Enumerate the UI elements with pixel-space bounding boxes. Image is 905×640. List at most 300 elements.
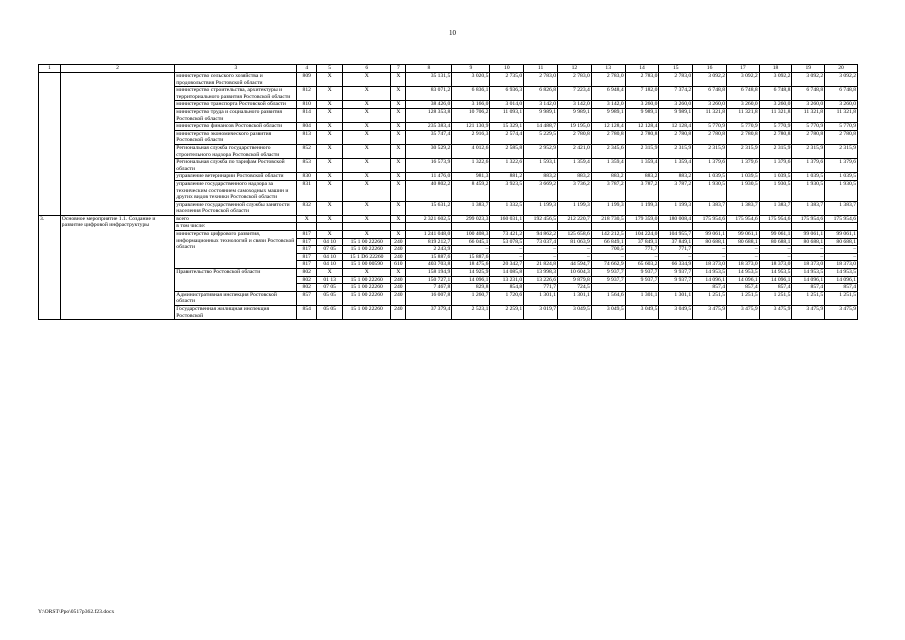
expense-type-cell: X xyxy=(391,123,406,131)
target-article-cell: X xyxy=(343,144,391,158)
empty-cell xyxy=(297,223,317,231)
value-cell: 9 989,1 xyxy=(625,108,659,122)
value-cell: 299 023,3 xyxy=(452,215,490,223)
value-cell: 8 459,2 xyxy=(452,180,490,201)
expense-type-cell: X xyxy=(391,130,406,144)
page-number: 10 xyxy=(449,29,456,37)
value-cell: 10 706,2 xyxy=(452,108,490,122)
value-cell: – xyxy=(792,253,825,261)
value-cell: 3 260,0 xyxy=(727,101,760,109)
code-cell: 830 xyxy=(297,173,317,181)
value-cell: 37 849,1 xyxy=(659,238,693,246)
value-cell: 9 937,7 xyxy=(591,269,625,277)
value-cell: 3 166,0 xyxy=(452,101,490,109)
code-cell: 814 xyxy=(297,108,317,122)
section-cell: X xyxy=(317,180,343,201)
column-number-header: 10 xyxy=(490,65,524,73)
value-cell: 5 770,9 xyxy=(727,123,760,131)
value-cell: 125 658,6 xyxy=(558,231,592,239)
value-cell: – xyxy=(759,246,792,254)
value-cell: 5 770,9 xyxy=(693,123,727,131)
code-cell: 813 xyxy=(297,130,317,144)
expense-type-cell: X xyxy=(391,201,406,215)
code-cell: 817 xyxy=(297,261,317,269)
value-cell: 4 012,6 xyxy=(452,144,490,158)
value-cell: 883,2 xyxy=(591,173,625,181)
value-cell: 1 251,5 xyxy=(693,291,727,305)
value-cell: – xyxy=(659,253,693,261)
value-cell: 3 092,2 xyxy=(693,73,727,87)
code-cell: 804 xyxy=(297,123,317,131)
value-cell: 1 039,5 xyxy=(727,173,760,181)
budget-table xyxy=(38,64,858,320)
value-cell: 724,5 xyxy=(558,284,592,292)
executor-name-cell: управление государственной службы занятости населения Ростовской области xyxy=(175,201,297,215)
target-article-cell: X xyxy=(343,87,391,101)
value-cell: 857,4 xyxy=(727,284,760,292)
value-cell: 1 359,4 xyxy=(558,159,592,173)
value-cell: 3 475,9 xyxy=(759,306,792,320)
value-cell: 1 930,5 xyxy=(759,180,792,201)
value-cell: 3 142,0 xyxy=(558,101,592,109)
value-cell: 3 049,5 xyxy=(558,306,592,320)
value-cell: 9 937,7 xyxy=(659,276,693,284)
value-cell: – xyxy=(727,246,760,254)
value-cell: 2 315,9 xyxy=(825,144,858,158)
value-cell: 2 916,3 xyxy=(452,130,490,144)
value-cell: 1 039,5 xyxy=(693,173,727,181)
empty-cell xyxy=(693,223,727,231)
value-cell: 80 688,1 xyxy=(825,238,858,246)
value-cell: 1 930,5 xyxy=(727,180,760,201)
value-cell: – xyxy=(452,246,490,254)
value-cell: 2 780,8 xyxy=(558,130,592,144)
value-cell: 19 195,0 xyxy=(558,123,592,131)
value-cell: 14 953,5 xyxy=(693,269,727,277)
value-cell: 73 421,2 xyxy=(490,231,524,239)
code-cell: 817 xyxy=(297,238,317,246)
value-cell: 21 824,8 xyxy=(524,261,558,269)
value-cell: 3 049,5 xyxy=(659,306,693,320)
value-cell: 6 948,4 xyxy=(591,87,625,101)
column-number-header: 19 xyxy=(792,65,825,73)
value-cell: 66 849,1 xyxy=(591,238,625,246)
value-cell: 3 736,2 xyxy=(558,180,592,201)
file-path-footer: Y:\ORST\Ppo\0517p362.f23.docx xyxy=(38,609,115,615)
executor-name-cell: министерство труда и социального развития Ростовской области xyxy=(175,108,297,122)
value-cell: 212 220,7 xyxy=(558,215,592,223)
value-cell: 9 989,1 xyxy=(558,108,592,122)
value-cell: 1 199,3 xyxy=(659,201,693,215)
code-cell: 802 xyxy=(297,269,317,277)
value-cell: 1 383,7 xyxy=(452,201,490,215)
code-cell: 809 xyxy=(297,73,317,87)
value-cell: 14 096,1 xyxy=(452,276,490,284)
value-cell: 1 199,3 xyxy=(591,201,625,215)
column-number-header: 12 xyxy=(558,65,592,73)
value-cell: 18 373,0 xyxy=(727,261,760,269)
code-cell: 852 xyxy=(297,144,317,158)
value-cell: 13 231,0 xyxy=(490,276,524,284)
value-cell: 7 467,8 xyxy=(406,284,452,292)
value-cell: 2 321 602,5 xyxy=(406,215,452,223)
value-cell: 2 315,9 xyxy=(625,144,659,158)
target-article-cell: 15 1 00 22260 xyxy=(343,306,391,320)
value-cell: 3 049,5 xyxy=(591,306,625,320)
empty-cell xyxy=(759,223,792,231)
value-cell: 12 128,4 xyxy=(591,123,625,131)
value-cell: 80 688,1 xyxy=(759,238,792,246)
value-cell: – xyxy=(524,246,558,254)
value-cell: 6 748,8 xyxy=(759,87,792,101)
value-cell: 2 315,9 xyxy=(759,144,792,158)
value-cell: – xyxy=(490,246,524,254)
table-header-row xyxy=(39,65,858,73)
value-cell: 1 359,4 xyxy=(659,159,693,173)
value-cell: 14 925,9 xyxy=(452,269,490,277)
value-cell: – xyxy=(693,253,727,261)
value-cell: 11 321,8 xyxy=(792,108,825,122)
value-cell: 1 379,6 xyxy=(759,159,792,173)
value-cell: 235 383,4 xyxy=(406,123,452,131)
value-cell: 121 130,9 xyxy=(452,123,490,131)
expense-type-cell: X xyxy=(391,269,406,277)
value-cell: – xyxy=(558,253,592,261)
value-cell: 3 787,2 xyxy=(591,180,625,201)
empty-cell xyxy=(490,223,524,231)
value-cell: 14 488,7 xyxy=(524,123,558,131)
column-number-header: 17 xyxy=(727,65,760,73)
column-number-header: 1 xyxy=(39,65,61,73)
target-article-cell: 15 1 00 00590 xyxy=(343,261,391,269)
value-cell: 1 720,6 xyxy=(490,291,524,305)
value-cell: 829,8 xyxy=(452,284,490,292)
value-cell: 1 322,6 xyxy=(490,159,524,173)
value-cell: 15 887,6 xyxy=(452,253,490,261)
value-cell: 15 887,6 xyxy=(406,253,452,261)
value-cell: 3 923,5 xyxy=(490,180,524,201)
value-cell: 6 826,8 xyxy=(524,87,558,101)
target-article-cell: X xyxy=(343,73,391,87)
section-cell: X xyxy=(317,159,343,173)
target-article-cell: X xyxy=(343,123,391,131)
value-cell: 2 783,0 xyxy=(659,73,693,87)
value-cell: 180 008,4 xyxy=(659,215,693,223)
value-cell: 158 194,9 xyxy=(406,269,452,277)
code-cell: 853 xyxy=(297,159,317,173)
value-cell: 3 092,2 xyxy=(727,73,760,87)
value-cell: 35 131,5 xyxy=(406,73,452,87)
executor-name-cell: министерство сельского хозяйства и продовольствия Ростовской области xyxy=(175,73,297,87)
value-cell: 80 688,1 xyxy=(792,238,825,246)
value-cell: 65 603,2 xyxy=(625,261,659,269)
expense-type-cell: X xyxy=(391,159,406,173)
value-cell: 35 747,4 xyxy=(406,130,452,144)
value-cell: 1 251,5 xyxy=(825,291,858,305)
value-cell: 6 748,8 xyxy=(825,87,858,101)
executor-name-cell: министерство строительства, архитектуры и территориального развития Ростовской области xyxy=(175,87,297,101)
executor-name-cell: управление ветеринарии Ростовской области xyxy=(175,173,297,181)
value-cell: 1 241 048,0 xyxy=(406,231,452,239)
target-article-cell: 15 1 00 22260 xyxy=(343,291,391,305)
empty-cell xyxy=(452,223,490,231)
value-cell: 1 379,6 xyxy=(727,159,760,173)
value-cell: 3 019,7 xyxy=(524,306,558,320)
section-cell: 07 05 xyxy=(317,246,343,254)
value-cell: 3 260,0 xyxy=(693,101,727,109)
value-cell: 2 780,8 xyxy=(591,130,625,144)
value-cell: 1 379,6 xyxy=(792,159,825,173)
expense-type-cell: X xyxy=(391,173,406,181)
value-cell xyxy=(659,284,693,292)
number-cell xyxy=(39,73,61,216)
value-cell: 104 224,0 xyxy=(625,231,659,239)
section-cell: X xyxy=(317,108,343,122)
code-cell: X xyxy=(297,215,317,223)
value-cell: 2 259,1 xyxy=(490,306,524,320)
section-cell: X xyxy=(317,173,343,181)
value-cell: 7 182,0 xyxy=(625,87,659,101)
expense-type-cell: 610 xyxy=(391,261,406,269)
section-cell: 05 05 xyxy=(317,306,343,320)
value-cell xyxy=(591,284,625,292)
value-cell: 1 251,5 xyxy=(792,291,825,305)
section-cell: X xyxy=(317,215,343,223)
section-cell: X xyxy=(317,269,343,277)
executor-name-cell: Региональная служба государственного строительного надзора Ростовской области xyxy=(175,144,297,158)
section-cell: X xyxy=(317,201,343,215)
value-cell: 3 014,0 xyxy=(490,101,524,109)
value-cell xyxy=(625,284,659,292)
value-cell: 9 989,1 xyxy=(524,108,558,122)
value-cell: 175 954,6 xyxy=(825,215,858,223)
value-cell: 700,5 xyxy=(591,246,625,254)
value-cell: 11 093,1 xyxy=(490,108,524,122)
value-cell: 94 862,2 xyxy=(524,231,558,239)
value-cell: 1 301,1 xyxy=(524,291,558,305)
value-cell: 11 321,8 xyxy=(727,108,760,122)
target-article-cell: 15 1 00 22260 xyxy=(343,238,391,246)
value-cell: 2 780,8 xyxy=(625,130,659,144)
code-cell: 854 xyxy=(297,306,317,320)
expense-type-cell: 240 xyxy=(391,276,406,284)
value-cell: 142 212,5 xyxy=(591,231,625,239)
value-cell: 883,2 xyxy=(659,173,693,181)
value-cell: 1 930,5 xyxy=(792,180,825,201)
value-cell: 160 031,1 xyxy=(490,215,524,223)
value-cell: – xyxy=(490,253,524,261)
value-cell: 15 329,1 xyxy=(490,123,524,131)
value-cell: 5 770,9 xyxy=(825,123,858,131)
column-number-header: 8 xyxy=(406,65,452,73)
value-cell: 100 408,3 xyxy=(452,231,490,239)
value-cell: 1 383,7 xyxy=(759,201,792,215)
value-cell: 5 229,5 xyxy=(524,130,558,144)
value-cell: 2 243,9 xyxy=(406,246,452,254)
executor-name-cell: министерство цифрового развития, информационных технологий и связи Ростовской области xyxy=(175,231,297,269)
section-cell: X xyxy=(317,101,343,109)
empty-cell xyxy=(406,223,452,231)
target-article-cell: X xyxy=(343,201,391,215)
target-article-cell: X xyxy=(343,159,391,173)
value-cell: 13 998,3 xyxy=(524,269,558,277)
value-cell: 38 426,0 xyxy=(406,101,452,109)
value-cell: 3 475,9 xyxy=(693,306,727,320)
value-cell: 883,2 xyxy=(524,173,558,181)
value-cell: 3 787,2 xyxy=(625,180,659,201)
value-cell: 15 631,2 xyxy=(406,201,452,215)
value-cell: 128 353,8 xyxy=(406,108,452,122)
target-article-cell: X xyxy=(343,269,391,277)
value-cell: 883,2 xyxy=(558,173,592,181)
value-cell: 1 322,6 xyxy=(452,159,490,173)
empty-cell xyxy=(659,223,693,231)
value-cell: 80 688,1 xyxy=(727,238,760,246)
value-cell: 99 061,1 xyxy=(759,231,792,239)
column-number-header: 6 xyxy=(343,65,391,73)
value-cell: 7 223,4 xyxy=(558,87,592,101)
section-cell: 04 10 xyxy=(317,253,343,261)
value-cell: 3 260,0 xyxy=(659,101,693,109)
expense-type-cell: X xyxy=(391,73,406,87)
value-cell: 9 879,8 xyxy=(558,276,592,284)
value-cell: 81 063,9 xyxy=(558,238,592,246)
value-cell: 14 953,5 xyxy=(792,269,825,277)
value-cell: 3 787,2 xyxy=(659,180,693,201)
value-cell: 66 045,1 xyxy=(452,238,490,246)
value-cell: 6 836,1 xyxy=(452,87,490,101)
column-number-header: 11 xyxy=(524,65,558,73)
column-number-header: 4 xyxy=(297,65,317,73)
measure-number-cell: 3. xyxy=(39,215,61,319)
value-cell: 99 061,1 xyxy=(727,231,760,239)
value-cell: 175 954,6 xyxy=(693,215,727,223)
value-cell: 73 037,4 xyxy=(524,238,558,246)
executor-name-cell: Правительство Ростовской области xyxy=(175,269,297,292)
value-cell: 3 092,2 xyxy=(825,73,858,87)
empty-cell xyxy=(317,223,343,231)
value-cell: 2 574,4 xyxy=(490,130,524,144)
value-cell: 2 315,9 xyxy=(659,144,693,158)
value-cell: 179 359,0 xyxy=(625,215,659,223)
value-cell: 11 321,8 xyxy=(693,108,727,122)
code-cell: 817 xyxy=(297,231,317,239)
value-cell: 883,2 xyxy=(625,173,659,181)
value-cell: 3 142,0 xyxy=(591,101,625,109)
column-number-header: 14 xyxy=(625,65,659,73)
value-cell: 3 020,5 xyxy=(452,73,490,87)
measure-title-cell: Основное мероприятие 1.1. Создание и развитие цифровой инфраструктуры xyxy=(60,215,175,319)
section-cell: 07 05 xyxy=(317,284,343,292)
value-cell: 66 334,9 xyxy=(659,261,693,269)
value-cell: 104 955,7 xyxy=(659,231,693,239)
value-cell: 14 953,5 xyxy=(727,269,760,277)
value-cell: 2 780,8 xyxy=(727,130,760,144)
value-cell: 3 092,2 xyxy=(759,73,792,87)
value-cell: – xyxy=(558,246,592,254)
value-cell: 1 301,1 xyxy=(659,291,693,305)
value-cell: 175 954,6 xyxy=(727,215,760,223)
value-cell: 14 096,1 xyxy=(759,276,792,284)
value-cell: 1 383,7 xyxy=(693,201,727,215)
empty-cell xyxy=(391,223,406,231)
value-cell: 403 703,8 xyxy=(406,261,452,269)
value-cell: 12 128,4 xyxy=(659,123,693,131)
value-cell: – xyxy=(591,253,625,261)
section-cell: X xyxy=(317,123,343,131)
executor-name-cell: министерство транспорта Ростовской области xyxy=(175,101,297,109)
value-cell: 1 039,5 xyxy=(792,173,825,181)
section-cell: 04 10 xyxy=(317,261,343,269)
value-cell: 3 260,0 xyxy=(759,101,792,109)
column-number-header: 2 xyxy=(60,65,175,73)
value-cell: 2 315,9 xyxy=(792,144,825,158)
value-cell: 3 260,0 xyxy=(792,101,825,109)
value-cell: 14 096,1 xyxy=(693,276,727,284)
value-cell: 175 954,6 xyxy=(759,215,792,223)
value-cell: 5 770,9 xyxy=(759,123,792,131)
target-article-cell: X xyxy=(343,108,391,122)
value-cell: 14 096,1 xyxy=(792,276,825,284)
value-cell: 5 770,9 xyxy=(792,123,825,131)
value-cell: 2 783,0 xyxy=(524,73,558,87)
column-number-header: 16 xyxy=(693,65,727,73)
code-cell: 832 xyxy=(297,201,317,215)
value-cell: 3 260,0 xyxy=(825,101,858,109)
value-cell: 1 593,1 xyxy=(524,159,558,173)
target-article-cell: X xyxy=(343,101,391,109)
empty-cell xyxy=(825,223,858,231)
expense-type-cell: X xyxy=(391,231,406,239)
measure-name-cell xyxy=(60,73,175,216)
value-cell: 9 937,7 xyxy=(659,269,693,277)
section-cell: X xyxy=(317,87,343,101)
target-article-cell: 15 1 00 22260 xyxy=(343,284,391,292)
value-cell: 1 379,6 xyxy=(825,159,858,173)
target-article-cell: 15 1 D6 22260 xyxy=(343,253,391,261)
code-cell: 857 xyxy=(297,291,317,305)
value-cell: 1 039,5 xyxy=(825,173,858,181)
value-cell: 881,2 xyxy=(490,173,524,181)
section-cell: X xyxy=(317,130,343,144)
executor-name-cell: Государственная жилищная инспекция Ростовской xyxy=(175,306,297,320)
executor-name-cell: Региональная служба по тарифам Ростовской области xyxy=(175,159,297,173)
value-cell: 11 476,0 xyxy=(406,173,452,181)
code-cell: 802 xyxy=(297,276,317,284)
value-cell: 2 780,8 xyxy=(792,130,825,144)
value-cell: 2 421,0 xyxy=(558,144,592,158)
value-cell: 9 989,1 xyxy=(659,108,693,122)
section-cell: 01 13 xyxy=(317,276,343,284)
expense-type-cell: X xyxy=(391,108,406,122)
section-cell: X xyxy=(317,144,343,158)
empty-cell xyxy=(625,223,659,231)
value-cell: – xyxy=(825,246,858,254)
column-number-header: 9 xyxy=(452,65,490,73)
value-cell: 857,4 xyxy=(825,284,858,292)
section-cell: 05 05 xyxy=(317,291,343,305)
value-cell: 6 748,8 xyxy=(792,87,825,101)
value-cell: – xyxy=(524,253,558,261)
value-cell: 2 315,9 xyxy=(693,144,727,158)
value-cell: 9 989,1 xyxy=(591,108,625,122)
value-cell: 218 730,5 xyxy=(591,215,625,223)
in-that-label-cell: в том числе: xyxy=(175,223,297,231)
expense-type-cell: X xyxy=(391,215,406,223)
value-cell: 3 669,2 xyxy=(524,180,558,201)
value-cell: – xyxy=(693,246,727,254)
value-cell: 981,3 xyxy=(452,173,490,181)
